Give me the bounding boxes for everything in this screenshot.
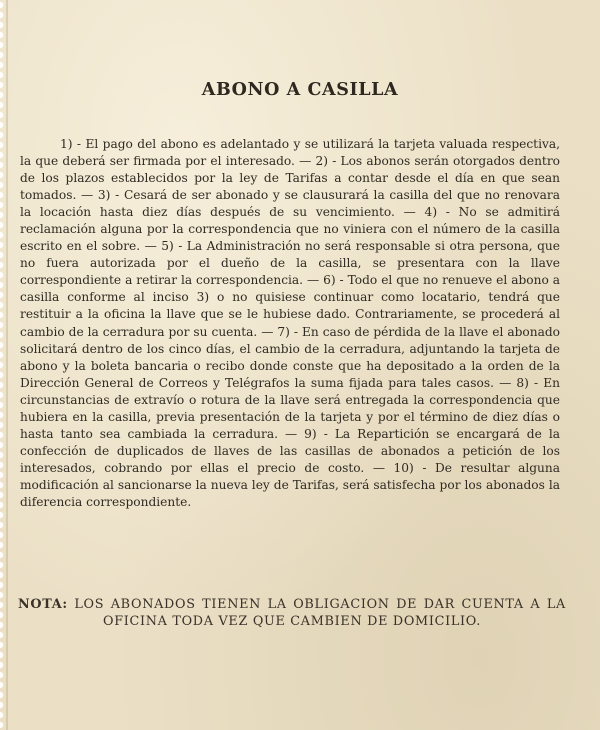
terms-paragraph: 1) - El pago del abono es adelantado y se utilizará la tarjeta valuada respectiva, la que deberá ser firmada por el interesado. — 2) - Los abonos serán otorgados dentro de los plazos establecidos por la ley de Tarifas a contar desde el día en que sean tomados. — 3) - Cesará de ser abonado y se clausurará la casilla del que no renovara la locación hasta diez días después de su vencimiento. — 4) - No se admitirá reclamación alguna por la correspondencia que no viniera con el número de la casilla escrito en el sobre. — 5) - La Administración no será responsable si otra persona, que no fuera autorizada por el dueño de la casilla, se presentara con la llave correspondiente a retirar la correspondencia. — 6) - Todo el que no renueve el abono a casilla conforme al inciso 3) o no quisiese continuar como locatario, tendrá que restituir a la oficina la llave que se le hubiese dado. Contrariamente, se procederá al cambio de la cerradura por su cuenta. — 7) - En caso de pérdida de la llave el abonado solicitará dentro de los cinco días, el cambio de la cerradura, adjuntando la tarjeta de abono y la boleta bancaria o recibo donde conste que ha depositado a la orden de la Dirección General de Correos y Telégrafos la suma fijada para tales casos. — 8) - En circunstancias de extravío o rotura de la llave será entregada la correspondencia que hubiera en la casilla, previa presentación de la tarjeta y por el término de diez días o hasta tanto sea cambiada la cerradura. — 9) - La Repartición se encargará de la confección de duplicados de llaves de las casillas de abonados a petición de los interesados, cobrando por ellas el precio de costo. — 10) - De resultar alguna modificación al sancionarse la nueva ley de Tarifas, será satisfecha por los abonados la diferencia correspondiente.: [20, 137, 560, 509]
note-label: NOTA:: [18, 597, 68, 612]
note-text: LOS ABONADOS TIENEN LA OBLIGACION DE DAR CUENTA A LA OFICINA TODA VEZ QUE CAMBIEN DE DOMICILIO.: [74, 597, 566, 629]
perforation-shadow: [6, 0, 8, 730]
document-title: ABONO A CASILLA: [201, 80, 399, 100]
note-paragraph: [18, 596, 566, 630]
